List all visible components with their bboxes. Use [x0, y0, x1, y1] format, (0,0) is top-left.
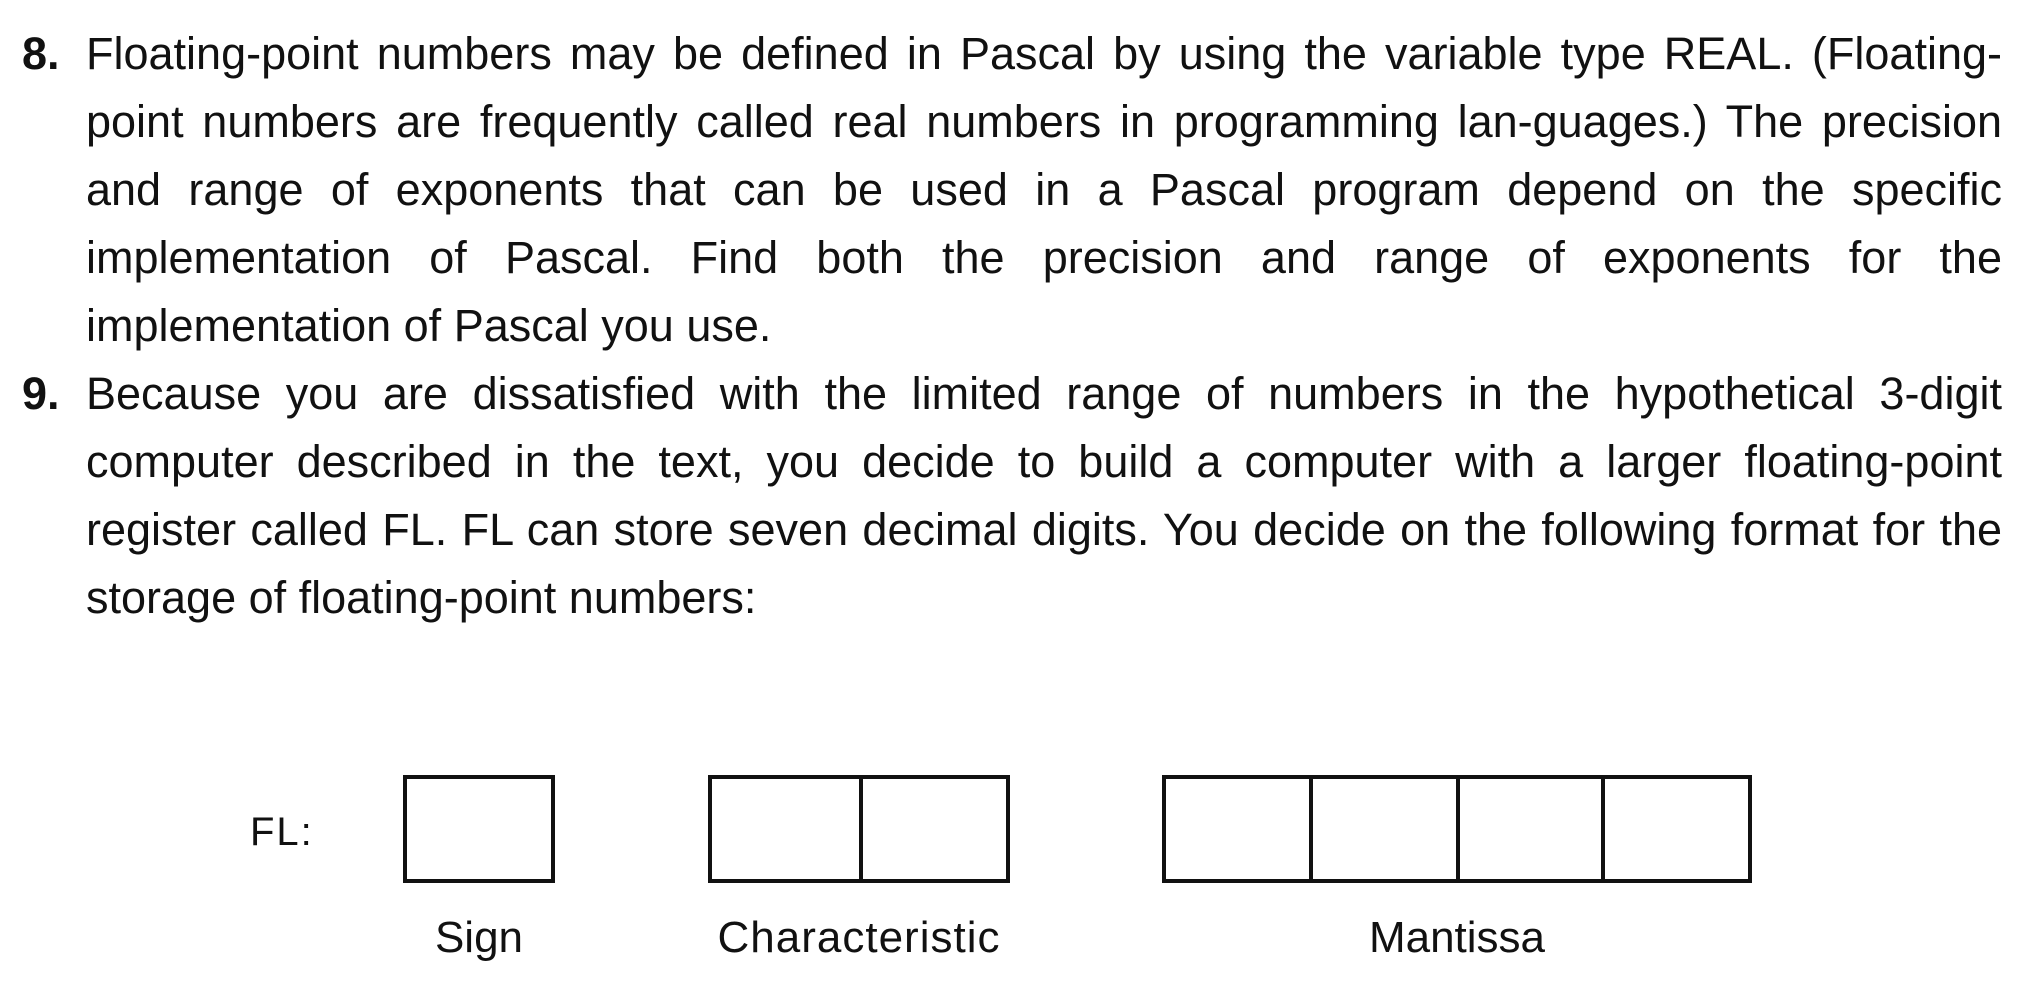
problem-list [22, 20, 2002, 632]
problem-text: Floating-point numbers may be defined in Pascal by using the variable type REAL. (Floating-point numbers are frequently called real numbers in programming lan-guages.) The precision and range of exponents that can be used in a Pascal program depend on the specific implementation of Pascal. Find both the precision and range of exponents for the implementation of Pascal you use. [86, 28, 2002, 351]
problem-number: 9. [22, 368, 60, 419]
digit-divider [1456, 779, 1460, 879]
digit-divider [1309, 779, 1313, 879]
mantissa-caption: Mantissa [1368, 913, 1546, 962]
digit-divider [1601, 779, 1605, 879]
digit-divider [859, 779, 863, 879]
problem-8 [22, 20, 2002, 360]
problem-9 [22, 360, 2002, 632]
characteristic-field-box [708, 775, 1010, 883]
characteristic-caption: Characteristic [717, 913, 1001, 962]
mantissa-field-box [1162, 775, 1752, 883]
sign-caption: Sign [434, 913, 524, 962]
problem-text: Because you are dissatisfied with the limited range of numbers in the hypothetical 3-digit computer described in the text, you decide to build a computer with a larger floating-point register called FL. FL can store seven decimal digits. You decide on the following format for the storage of floating-point numbers: [86, 368, 2002, 623]
sign-field-box [403, 775, 555, 883]
problem-number: 8. [22, 28, 60, 79]
register-label: FL: [250, 810, 314, 854]
